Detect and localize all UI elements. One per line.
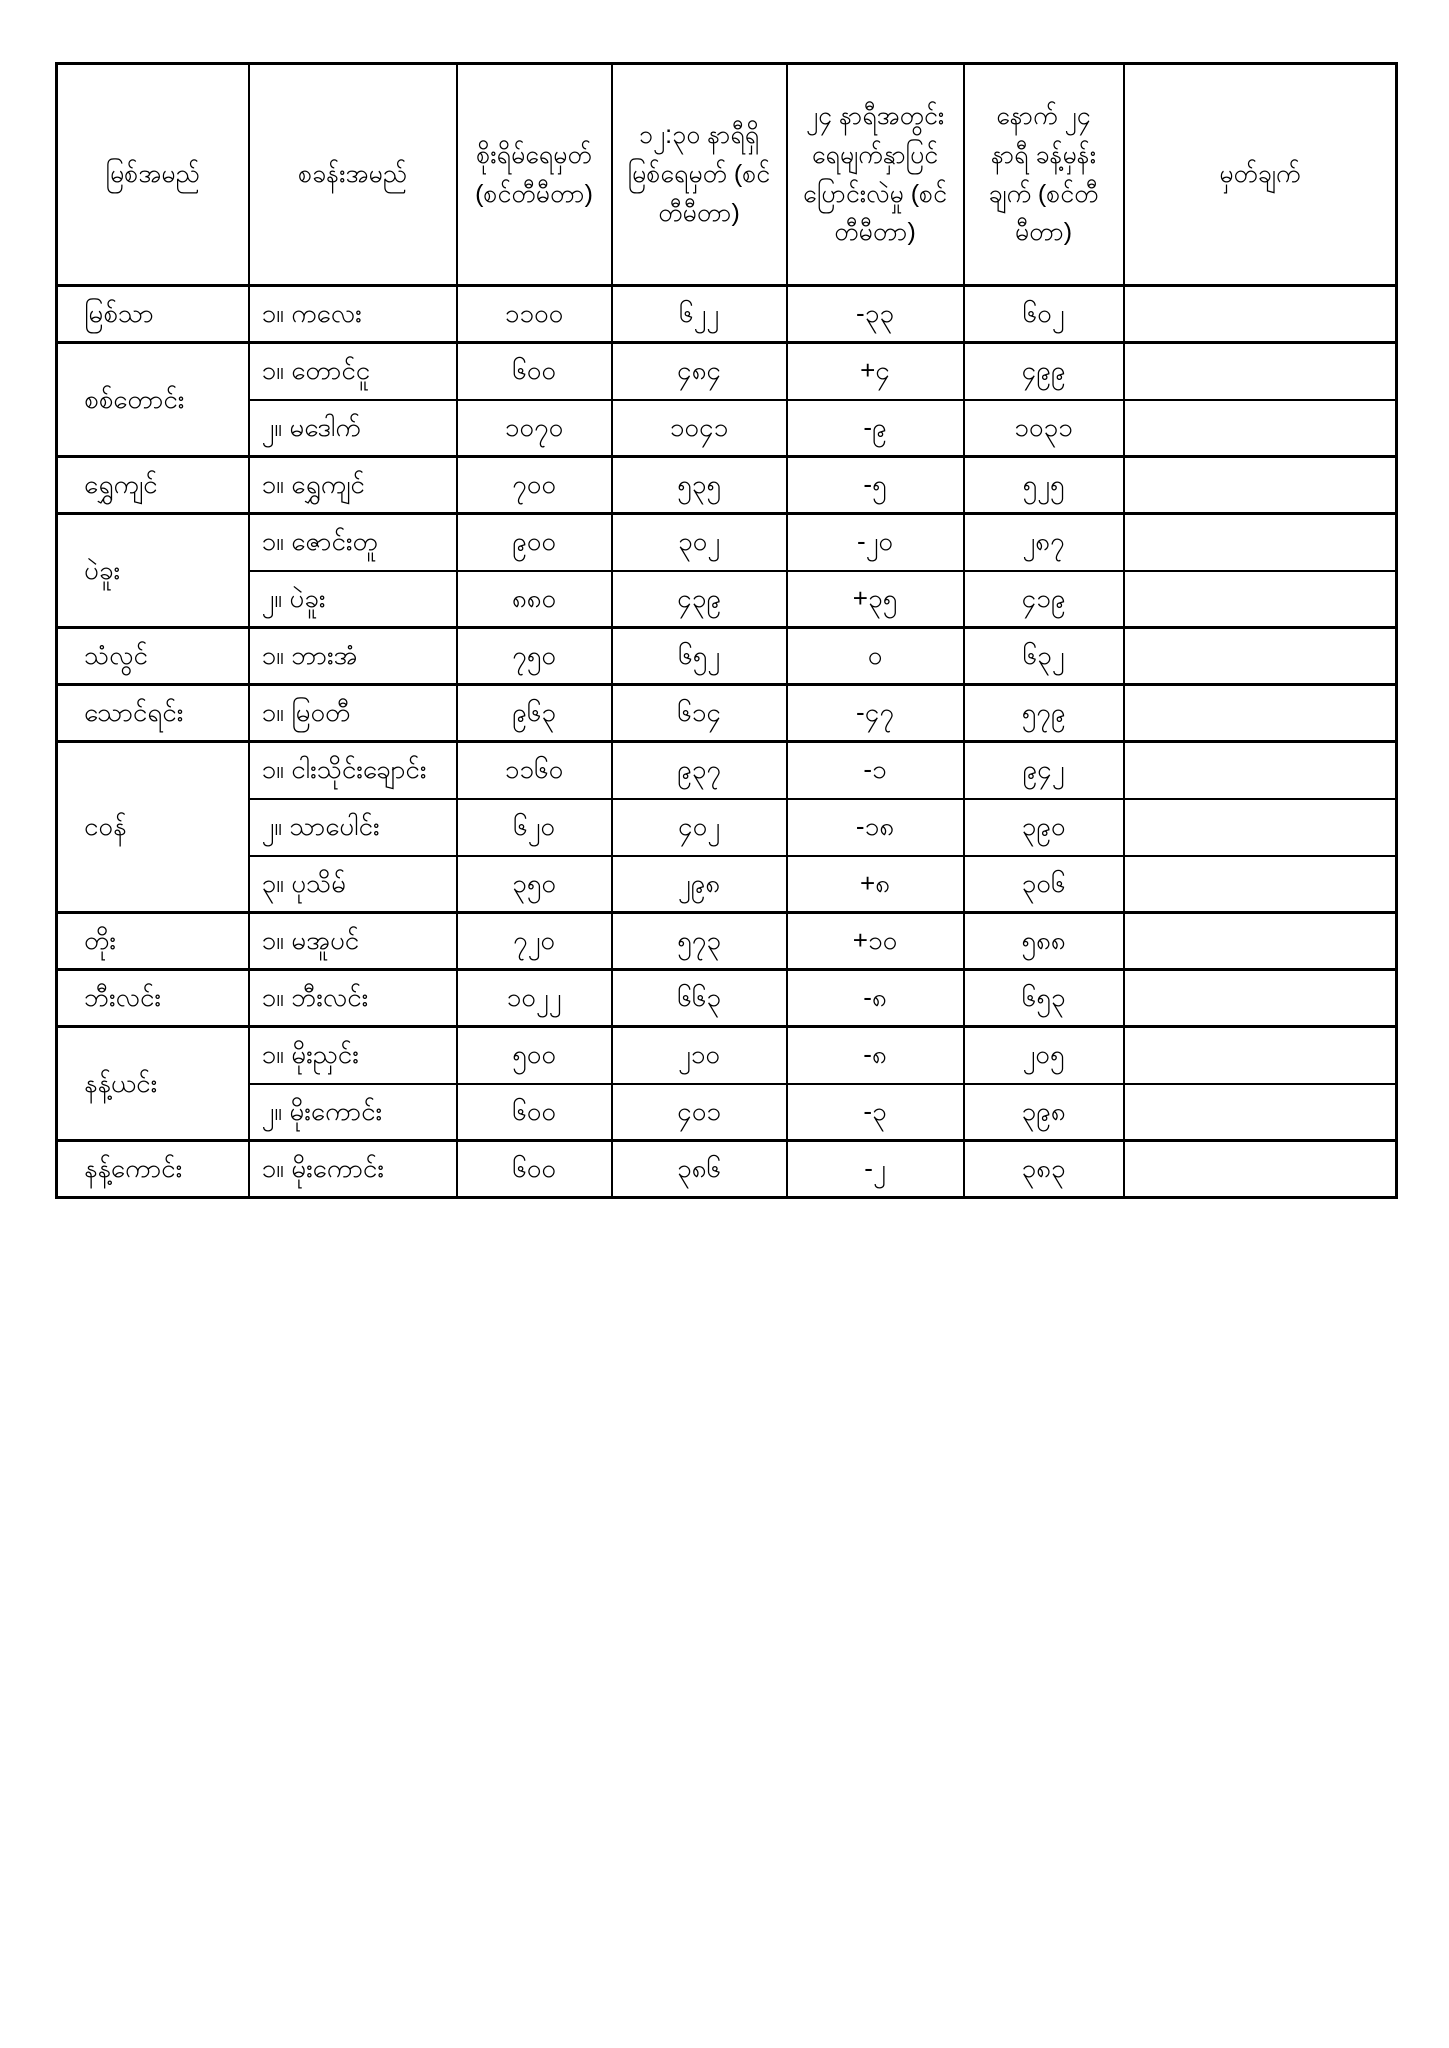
change-24h-cell: -၃ (787, 1084, 964, 1141)
change-24h-cell: +၄ (787, 343, 964, 400)
forecast-cell: ၁၀၃၁ (964, 400, 1124, 457)
station-name-cell: ၃။ ပုသိမ် (249, 856, 457, 913)
remark-cell (1124, 913, 1397, 970)
forecast-cell: ၃၉၈ (964, 1084, 1124, 1141)
danger-level-cell: ၁၁၆၀ (457, 742, 612, 799)
station-name-cell: ၁။ ဘီးလင်း (249, 970, 457, 1027)
table-row (57, 571, 1397, 628)
water-level-cell: ၂၁၀ (612, 1027, 787, 1084)
water-level-cell: ၆၅၂ (612, 628, 787, 685)
header-level-at-1230: ၁၂:၃၀ နာရီရှိ မြစ်ရေမှတ် (စင်တီမီတာ) (612, 64, 787, 286)
table-row (57, 742, 1397, 799)
change-24h-cell: ၀ (787, 628, 964, 685)
table-row (57, 799, 1397, 856)
remark-cell (1124, 970, 1397, 1027)
remark-cell (1124, 1084, 1397, 1141)
table-row (57, 400, 1397, 457)
change-24h-cell: +၃၅ (787, 571, 964, 628)
water-level-cell: ၄၀၂ (612, 799, 787, 856)
forecast-cell: ၂၈၇ (964, 514, 1124, 571)
table-row (57, 1027, 1397, 1084)
forecast-cell: ၆၅၃ (964, 970, 1124, 1027)
danger-level-cell: ၆၀၀ (457, 1084, 612, 1141)
danger-level-cell: ၅၀၀ (457, 1027, 612, 1084)
water-level-cell: ၆၂၂ (612, 286, 787, 343)
danger-level-cell: ၉၀၀ (457, 514, 612, 571)
station-name-cell: ၁။ မြဝတီ (249, 685, 457, 742)
remark-cell (1124, 514, 1397, 571)
water-level-cell: ၃၀၂ (612, 514, 787, 571)
table-row (57, 1141, 1397, 1198)
forecast-cell: ၅၈၈ (964, 913, 1124, 970)
station-name-cell: ၁။ မိုးကောင်း (249, 1141, 457, 1198)
remark-cell (1124, 1027, 1397, 1084)
river-name-cell: ရွှေကျင် (57, 457, 249, 514)
table-row (57, 514, 1397, 571)
table-row (57, 856, 1397, 913)
table-row (57, 343, 1397, 400)
station-name-cell: ၁။ ကလေး (249, 286, 457, 343)
station-name-cell: ၁။ မအူပင် (249, 913, 457, 970)
danger-level-cell: ၆၂၀ (457, 799, 612, 856)
remark-cell (1124, 400, 1397, 457)
remark-cell (1124, 343, 1397, 400)
danger-level-cell: ၇၀၀ (457, 457, 612, 514)
danger-level-cell: ၃၅၀ (457, 856, 612, 913)
station-name-cell: ၁။ ဇောင်းတူ (249, 514, 457, 571)
water-level-cell: ၄၀၁ (612, 1084, 787, 1141)
station-name-cell: ၁။ တောင်ငူ (249, 343, 457, 400)
change-24h-cell: +၈ (787, 856, 964, 913)
river-name-cell: ပဲခူး (57, 514, 249, 628)
forecast-cell: ၉၄၂ (964, 742, 1124, 799)
water-level-cell: ၆၁၄ (612, 685, 787, 742)
danger-level-cell: ၁၁၀၀ (457, 286, 612, 343)
forecast-cell: ၃၉၀ (964, 799, 1124, 856)
water-level-cell: ၄၈၄ (612, 343, 787, 400)
table-row (57, 913, 1397, 970)
danger-level-cell: ၈၈၀ (457, 571, 612, 628)
water-level-cell: ၂၉၈ (612, 856, 787, 913)
forecast-cell: ၄၉၉ (964, 343, 1124, 400)
change-24h-cell: -၂ (787, 1141, 964, 1198)
danger-level-cell: ၇၂၀ (457, 913, 612, 970)
remark-cell (1124, 571, 1397, 628)
header-row (57, 64, 1397, 286)
station-name-cell: ၁။ ငါးသိုင်းချောင်း (249, 742, 457, 799)
water-level-cell: ၆၆၃ (612, 970, 787, 1027)
water-level-cell: ၃၈၆ (612, 1141, 787, 1198)
water-level-cell: ၅၃၅ (612, 457, 787, 514)
header-remark: မှတ်ချက် (1124, 64, 1397, 286)
danger-level-cell: ၉၆၃ (457, 685, 612, 742)
forecast-cell: ၆၀၂ (964, 286, 1124, 343)
change-24h-cell: -၄၇ (787, 685, 964, 742)
remark-cell (1124, 685, 1397, 742)
river-name-cell: ဘီးလင်း (57, 970, 249, 1027)
remark-cell (1124, 1141, 1397, 1198)
table-row (57, 457, 1397, 514)
danger-level-cell: ၁၀၇၀ (457, 400, 612, 457)
river-name-cell: သောင်ရင်း (57, 685, 249, 742)
station-name-cell: ၁။ ဘားအံ (249, 628, 457, 685)
water-level-cell: ၄၃၉ (612, 571, 787, 628)
remark-cell (1124, 457, 1397, 514)
forecast-cell: ၃၀၆ (964, 856, 1124, 913)
table-row (57, 1084, 1397, 1141)
change-24h-cell: -၂၀ (787, 514, 964, 571)
river-name-cell: နန့်ယင်း (57, 1027, 249, 1141)
forecast-cell: ၄၁၉ (964, 571, 1124, 628)
forecast-cell: ၃၈၃ (964, 1141, 1124, 1198)
river-name-cell: နန့်ကောင်း (57, 1141, 249, 1198)
table-row (57, 628, 1397, 685)
danger-level-cell: ၇၅၀ (457, 628, 612, 685)
forecast-cell: ၅၂၅ (964, 457, 1124, 514)
change-24h-cell: +၁၀ (787, 913, 964, 970)
change-24h-cell: -၈ (787, 1027, 964, 1084)
change-24h-cell: -၉ (787, 400, 964, 457)
remark-cell (1124, 856, 1397, 913)
forecast-cell: ၆၃၂ (964, 628, 1124, 685)
water-level-cell: ၅၇၃ (612, 913, 787, 970)
change-24h-cell: -၅ (787, 457, 964, 514)
station-name-cell: ၂။ ပဲခူး (249, 571, 457, 628)
header-danger-level: စိုးရိမ်ရေမှတ် (စင်တီမီတာ) (457, 64, 612, 286)
table-row (57, 685, 1397, 742)
danger-level-cell: ၆၀၀ (457, 343, 612, 400)
forecast-cell: ၅၇၉ (964, 685, 1124, 742)
table-row (57, 286, 1397, 343)
header-station-name: စခန်းအမည် (249, 64, 457, 286)
table-row (57, 970, 1397, 1027)
remark-cell (1124, 799, 1397, 856)
danger-level-cell: ၆၀၀ (457, 1141, 612, 1198)
river-name-cell: ငဝန် (57, 742, 249, 913)
forecast-cell: ၂၀၅ (964, 1027, 1124, 1084)
remark-cell (1124, 286, 1397, 343)
remark-cell (1124, 742, 1397, 799)
station-name-cell: ၂။ သာပေါင်း (249, 799, 457, 856)
change-24h-cell: -၁၈ (787, 799, 964, 856)
river-name-cell: စစ်တောင်း (57, 343, 249, 457)
river-name-cell: မြစ်သာ (57, 286, 249, 343)
change-24h-cell: -၈ (787, 970, 964, 1027)
station-name-cell: ၂။ မဒေါက် (249, 400, 457, 457)
river-water-level-table (55, 62, 1398, 1199)
water-level-cell: ၉၃၇ (612, 742, 787, 799)
change-24h-cell: -၁ (787, 742, 964, 799)
river-name-cell: တိုး (57, 913, 249, 970)
danger-level-cell: ၁၀၂၂ (457, 970, 612, 1027)
header-next-24h-forecast: နောက် ၂၄ နာရီ ခန့်မှန်းချက် (စင်တီမီတာ) (964, 64, 1124, 286)
station-name-cell: ၁။ မိုးညှင်း (249, 1027, 457, 1084)
station-name-cell: ၁။ ရွှေကျင် (249, 457, 457, 514)
river-name-cell: သံလွင် (57, 628, 249, 685)
water-level-cell: ၁၀၄၁ (612, 400, 787, 457)
header-river-name: မြစ်အမည် (57, 64, 249, 286)
remark-cell (1124, 628, 1397, 685)
station-name-cell: ၂။ မိုးကောင်း (249, 1084, 457, 1141)
header-24h-change: ၂၄ နာရီအတွင်း ရေမျက်နှာပြင် ပြောင်းလဲမှု (စင်တီမီတာ) (787, 64, 964, 286)
change-24h-cell: -၃၃ (787, 286, 964, 343)
